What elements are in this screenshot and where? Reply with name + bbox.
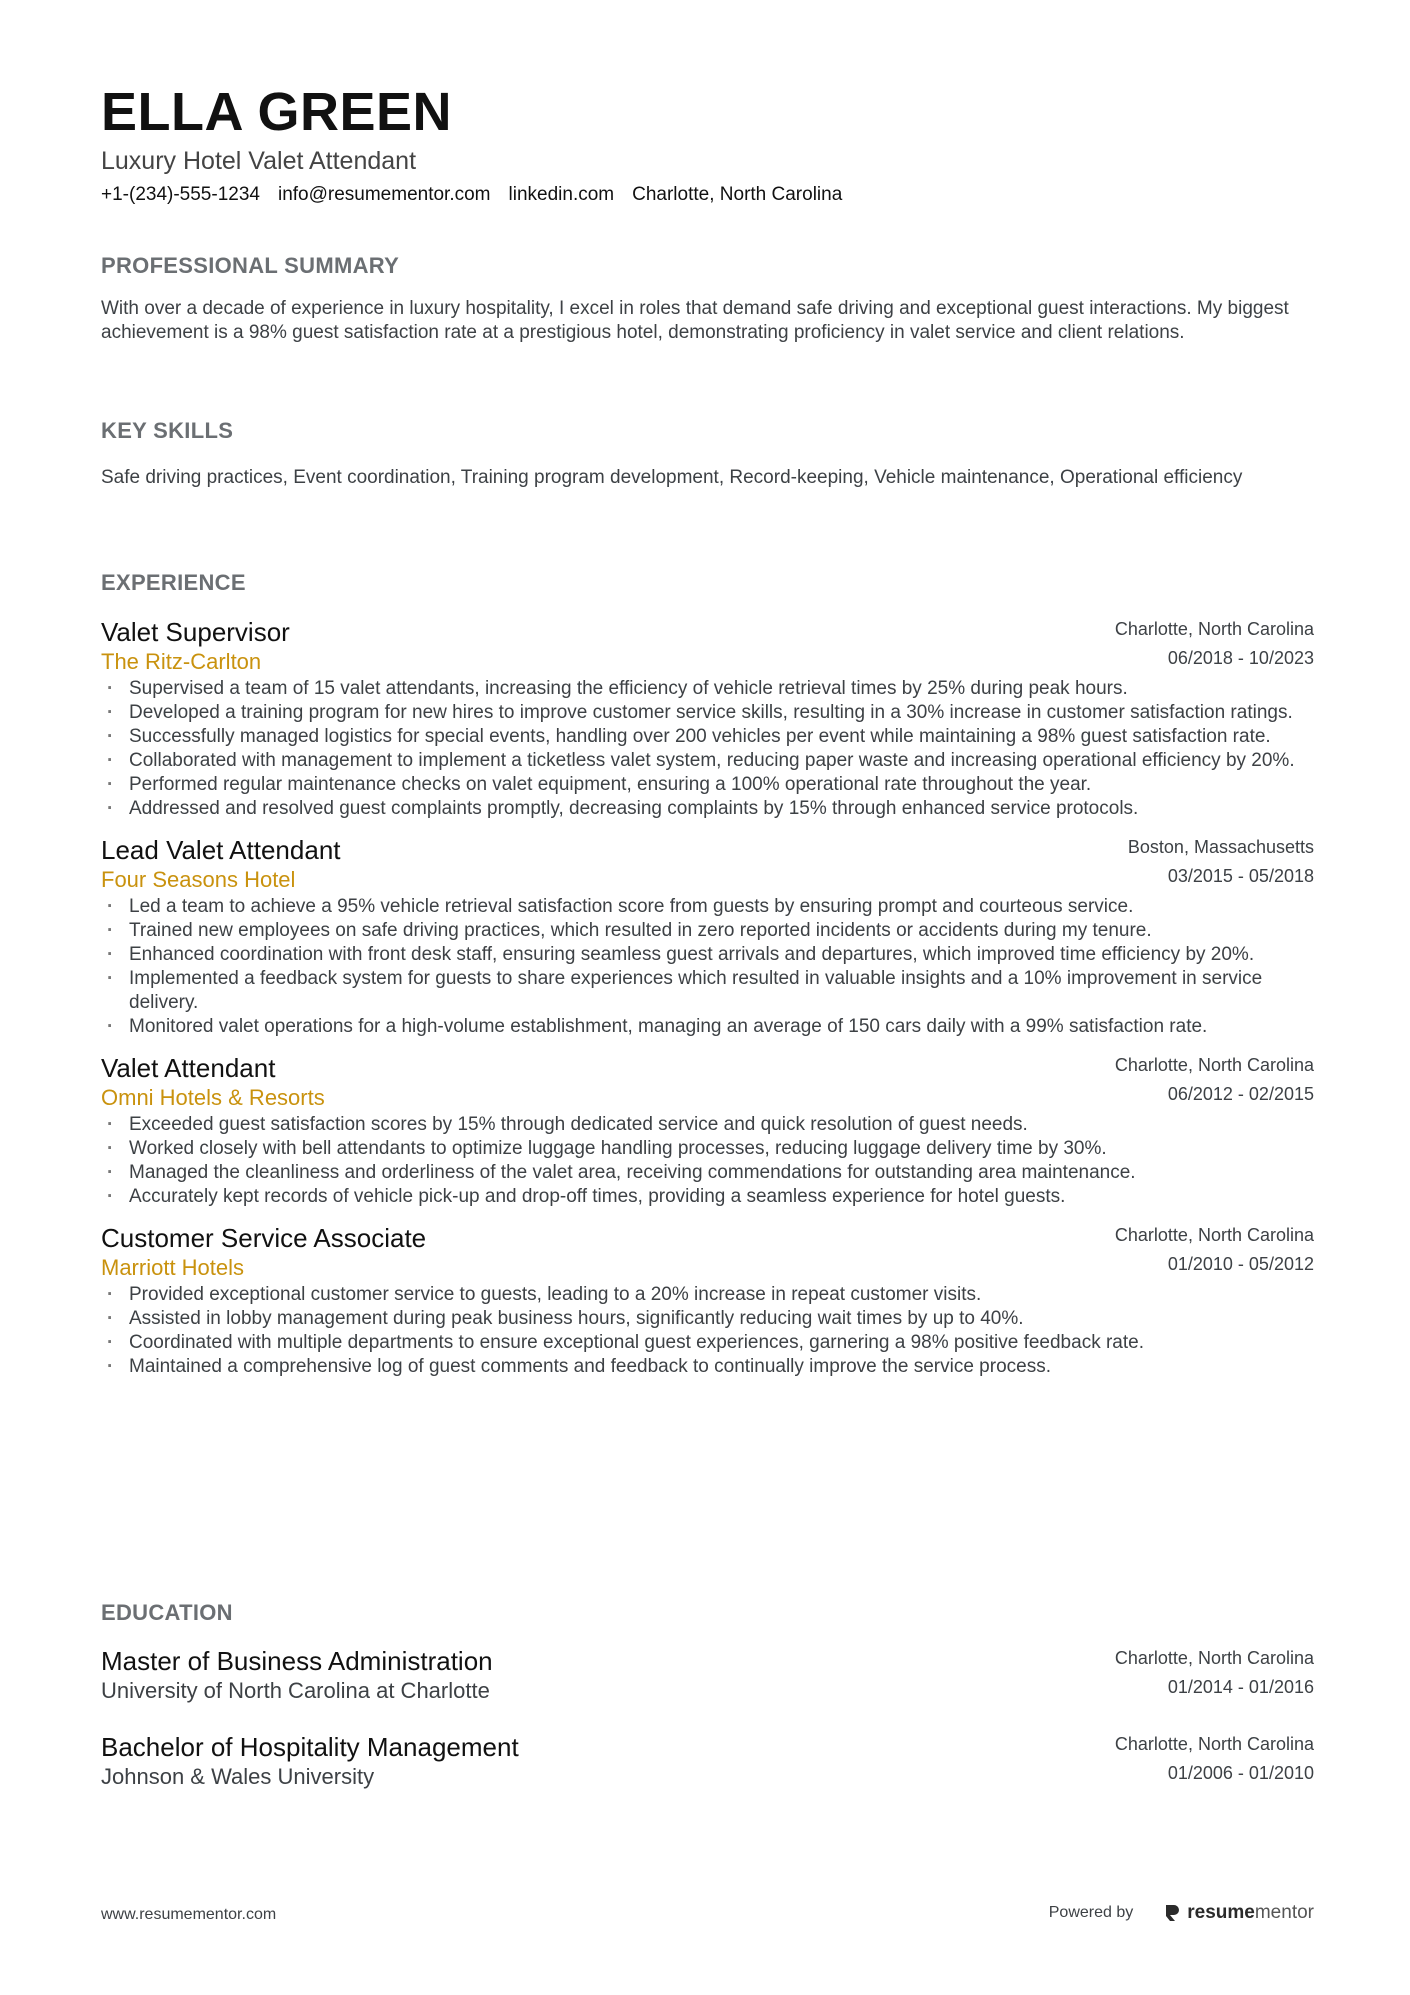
job-bullets bbox=[101, 1113, 1314, 1209]
job-bullet: · Collaborated with management to implement a ticketless valet system, reducing paper waste and increasing operational efficiency by 20%. bbox=[101, 749, 1314, 773]
job-dates: 03/2015 - 05/2018 bbox=[1167, 866, 1314, 886]
candidate-name: ELLA GREEN bbox=[101, 82, 453, 142]
job-bullet: · Monitored valet operations for a high-volume establishment, managing an average of 150 cars daily with a 99% satisfaction rate. bbox=[101, 1015, 1314, 1039]
education-degree: Master of Business Administration bbox=[101, 1646, 493, 1676]
resumementor-logo-icon bbox=[1163, 1903, 1181, 1923]
section-title: PROFESSIONAL SUMMARY bbox=[101, 253, 400, 278]
education-dates: 01/2014 - 01/2016 bbox=[1167, 1677, 1314, 1697]
job-header bbox=[101, 1053, 1314, 1113]
section-title: EDUCATION bbox=[101, 1600, 233, 1625]
job-bullet: · Managed the cleanliness and orderliness of the valet area, receiving commendations for outstanding area maintenance. bbox=[101, 1161, 1314, 1185]
skills-text: Safe driving practices, Event coordination, Training program development, Record-keeping, Vehicle maintenance, Operational efficiency bbox=[101, 467, 1243, 488]
job-title: Lead Valet Attendant bbox=[101, 835, 341, 865]
job-bullet: · Performed regular maintenance checks on valet equipment, ensuring a 100% operational rate throughout the year. bbox=[101, 773, 1314, 797]
job-bullet: · Developed a training program for new hires to improve customer service skills, resulting in a 30% increase in customer satisfaction ratings. bbox=[101, 701, 1314, 725]
job-bullets bbox=[101, 677, 1314, 821]
job-bullets bbox=[101, 1283, 1314, 1379]
contact-info bbox=[101, 184, 842, 206]
job-bullet: · Supervised a team of 15 valet attendants, increasing the efficiency of vehicle retrieval times by 25% during peak hours. bbox=[101, 677, 1314, 701]
brand-name-light: mentor bbox=[1254, 1902, 1314, 1923]
job-bullet: · Successfully managed logistics for special events, handling over 200 vehicles per event while maintaining a 98% guest satisfaction rate. bbox=[101, 725, 1314, 749]
footer-branding bbox=[1049, 1902, 1314, 1924]
education-entry bbox=[101, 1732, 1314, 1796]
contact-linkedin[interactable]: linkedin.com bbox=[508, 184, 615, 205]
education-section bbox=[101, 1600, 1314, 1796]
education-location: Charlotte, North Carolina bbox=[1114, 1734, 1314, 1754]
section-title: KEY SKILLS bbox=[101, 418, 234, 443]
job-dates: 01/2010 - 05/2012 bbox=[1167, 1254, 1314, 1274]
job-location: Boston, Massachusetts bbox=[1127, 837, 1314, 857]
contact-location: Charlotte, North Carolina bbox=[632, 184, 843, 205]
job-entry bbox=[101, 617, 1314, 821]
job-location: Charlotte, North Carolina bbox=[1114, 619, 1314, 639]
job-location: Charlotte, North Carolina bbox=[1114, 1225, 1314, 1245]
job-entry bbox=[101, 835, 1314, 1039]
job-bullet: · Assisted in lobby management during peak business hours, significantly reducing wait times by up to 40%. bbox=[101, 1307, 1314, 1331]
brand-logo[interactable] bbox=[1163, 1902, 1314, 1924]
job-bullet: · Addressed and resolved guest complaints promptly, decreasing complaints by 15% through enhanced service protocols. bbox=[101, 797, 1314, 821]
job-company: Four Seasons Hotel bbox=[101, 867, 296, 892]
job-list bbox=[101, 617, 1314, 1379]
job-bullet: · Coordinated with multiple departments to ensure exceptional guest experiences, garnering a 98% positive feedback rate. bbox=[101, 1331, 1314, 1355]
education-dates: 01/2006 - 01/2010 bbox=[1167, 1763, 1314, 1783]
job-bullet: · Provided exceptional customer service to guests, leading to a 20% increase in repeat customer visits. bbox=[101, 1283, 1314, 1307]
job-bullet: · Worked closely with bell attendants to optimize luggage handling processes, reducing luggage delivery time by 30%. bbox=[101, 1137, 1314, 1161]
job-entry bbox=[101, 1223, 1314, 1379]
job-bullet: · Exceeded guest satisfaction scores by 15% through dedicated service and quick resolution of guest needs. bbox=[101, 1113, 1314, 1137]
education-school: Johnson & Wales University bbox=[101, 1764, 375, 1789]
job-bullet: · Maintained a comprehensive log of guest comments and feedback to continually improve the service process. bbox=[101, 1355, 1314, 1379]
job-header bbox=[101, 835, 1314, 895]
job-title: Valet Supervisor bbox=[101, 617, 290, 647]
job-bullet: · Accurately kept records of vehicle pick-up and drop-off times, providing a seamless experience for hotel guests. bbox=[101, 1185, 1314, 1209]
education-location: Charlotte, North Carolina bbox=[1114, 1648, 1314, 1668]
summary-text: With over a decade of experience in luxury hospitality, I excel in roles that demand safe driving and exceptional guest interactions. My biggest achievement is a 98% guest satisfaction rate at a prestigious hotel, demonstrating proficiency in valet service and client relations. bbox=[101, 298, 1289, 343]
education-entry bbox=[101, 1646, 1314, 1710]
experience-section bbox=[101, 570, 1314, 1379]
job-company: The Ritz-Carlton bbox=[101, 649, 262, 674]
resume-page bbox=[101, 0, 1314, 1995]
job-bullet: · Implemented a feedback system for guests to share experiences which resulted in valuable insights and a 10% improvement in service delivery. bbox=[101, 967, 1314, 1015]
job-dates: 06/2012 - 02/2015 bbox=[1167, 1084, 1314, 1104]
job-bullet: · Enhanced coordination with front desk staff, ensuring seamless guest arrivals and departures, which improved time efficiency by 20%. bbox=[101, 943, 1314, 967]
job-company: Marriott Hotels bbox=[101, 1255, 245, 1280]
skills-section bbox=[101, 418, 1314, 490]
job-company: Omni Hotels & Resorts bbox=[101, 1085, 325, 1110]
education-degree: Bachelor of Hospitality Management bbox=[101, 1732, 519, 1762]
education-list bbox=[101, 1646, 1314, 1796]
brand-name-bold: resume bbox=[1187, 1902, 1255, 1923]
section-title: EXPERIENCE bbox=[101, 570, 246, 595]
summary-section bbox=[101, 253, 1314, 345]
job-title: Customer Service Associate bbox=[101, 1223, 427, 1253]
job-bullet: · Trained new employees on safe driving practices, which resulted in zero reported incidents or accidents during my tenure. bbox=[101, 919, 1314, 943]
job-bullet: · Led a team to achieve a 95% vehicle retrieval satisfaction score from guests by ensuring prompt and courteous service. bbox=[101, 895, 1314, 919]
job-location: Charlotte, North Carolina bbox=[1114, 1055, 1314, 1075]
footer-website[interactable]: www.resumementor.com bbox=[101, 1906, 277, 1923]
powered-by-label: Powered by bbox=[1048, 1904, 1134, 1921]
contact-phone: +1-(234)-555-1234 bbox=[101, 184, 260, 205]
job-entry bbox=[101, 1053, 1314, 1209]
contact-email[interactable]: info@resumementor.com bbox=[277, 184, 491, 205]
education-school: University of North Carolina at Charlotte bbox=[101, 1678, 490, 1703]
job-header bbox=[101, 617, 1314, 677]
job-header bbox=[101, 1223, 1314, 1283]
candidate-title: Luxury Hotel Valet Attendant bbox=[101, 147, 417, 175]
job-title: Valet Attendant bbox=[101, 1053, 276, 1083]
job-bullets bbox=[101, 895, 1314, 1039]
job-dates: 06/2018 - 10/2023 bbox=[1167, 648, 1314, 668]
